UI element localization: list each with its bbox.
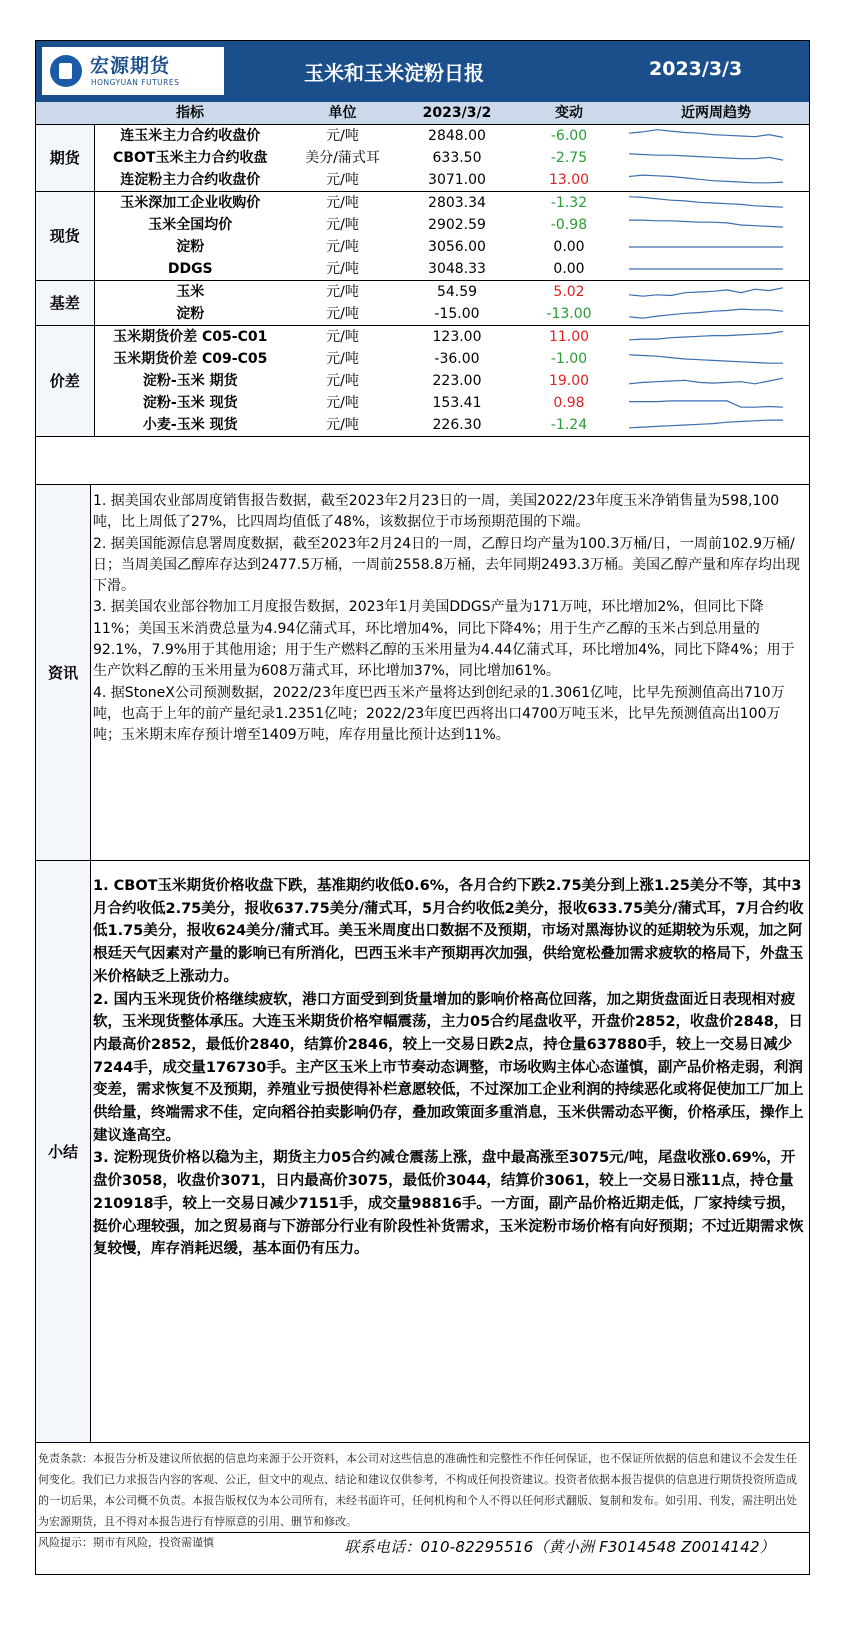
change-cell: 11.00: [548, 329, 590, 345]
unit-cell: 元/吨: [286, 303, 399, 326]
trend-sparkline: [623, 193, 793, 213]
table-row: [36, 303, 809, 326]
trend-cell: [623, 236, 809, 258]
trend-cell: [623, 281, 809, 304]
indicator-cell: 小麦-玉米 现货: [94, 414, 286, 437]
table-row: [36, 214, 809, 236]
trend-cell: [623, 370, 809, 392]
value-cell: 2848.00: [428, 128, 486, 144]
indicator-cell: 连玉米主力合约收盘价: [120, 128, 261, 144]
logo-text-en: HONGYUAN FUTURES: [91, 78, 180, 87]
table-row: [36, 414, 809, 437]
change-cell: 5.02: [553, 284, 585, 300]
col-unit: 单位: [286, 102, 399, 125]
logo-icon: [50, 55, 82, 87]
trend-cell: [623, 392, 809, 414]
table-row: [36, 370, 809, 392]
col-indicator: 指标: [94, 102, 286, 125]
unit-cell: 美分/蒲式耳: [305, 150, 380, 166]
trend-sparkline: [623, 126, 793, 146]
trend-sparkline: [623, 393, 793, 413]
category-cell: 基差: [36, 281, 94, 326]
value-cell: 2902.59: [428, 217, 486, 233]
risk-warning: 风险提示：期市有风险，投资需谨慎: [38, 1536, 214, 1549]
unit-cell: 元/吨: [326, 128, 359, 144]
trend-sparkline: [623, 215, 793, 235]
change-cell: 0.00: [553, 239, 585, 255]
trend-sparkline: [623, 304, 793, 324]
trend-cell: [623, 326, 809, 349]
col-date: 2023/3/2: [399, 102, 515, 125]
unit-cell: 元/吨: [326, 195, 359, 211]
trend-sparkline: [623, 282, 793, 302]
unit-cell: 元/吨: [326, 329, 359, 345]
change-cell: 0.00: [515, 258, 623, 281]
col-change: 变动: [515, 102, 623, 125]
col-trend: 近两周趋势: [623, 102, 809, 125]
unit-cell: 元/吨: [326, 239, 359, 255]
value-cell: -15.00: [399, 303, 515, 326]
value-cell: 226.30: [399, 414, 515, 437]
trend-line: [629, 420, 783, 428]
table-row: [36, 192, 809, 215]
table-row: [36, 281, 809, 304]
trend-line: [629, 309, 783, 318]
indicator-cell: CBOT玉米主力合约收盘: [113, 150, 268, 166]
news-item: 2. 据美国能源信息署周度数据，截至2023年2月24日的一周，乙醇日均产量为100.3万桶/日，一周前102.9万桶/日；当周美国乙醇库存达到2477.5万桶，一周前2558.8万桶，去年同期2493.3万桶。美国乙醇产量和库存均出现下滑。: [93, 535, 800, 595]
trend-line: [629, 378, 783, 384]
indicator-cell: 淀粉: [176, 239, 205, 255]
change-cell: 0.98: [553, 395, 585, 411]
news-section: [36, 484, 809, 861]
change-cell: -13.00: [515, 303, 623, 326]
unit-cell: 元/吨: [326, 351, 359, 367]
trend-line: [629, 197, 783, 208]
change-cell: -2.75: [550, 150, 588, 166]
table-row: [36, 147, 809, 169]
summary-item: 2. 国内玉米现货价格继续疲软，港口方面受到到货量增加的影响价格高位回落，加之期货盘面近日表现相对疲软，玉米现货整体承压。大连玉米期货价格窄幅震荡，主力05合约尾盘收平，开盘价2852，收盘价2848，日内最高价2852，最低价2840，结算价2846，较上一交易日跌2点，持仓量637880手，较上一交易日减少7244手，成交量176730手。主产区玉米上市节奏动态调整，市场收购主体心态谨慎，副产品价格走弱，利润变差，需求恢复不及预期，养殖业亏损使得补栏意愿较低，不过深加工企业利润的持续恶化或将促使加工厂加上供给量，终端需求不佳，定向稻谷拍卖影响仍存，叠加政策面多重消息，玉米供需动态平衡，价格承压，操作上建议逢高空。: [93, 991, 804, 1144]
indicator-cell: 玉米深加工企业收购价: [120, 195, 261, 211]
unit-cell: 元/吨: [326, 284, 359, 300]
value-cell: 2803.34: [428, 195, 486, 211]
value-cell: 123.00: [432, 329, 482, 345]
report-title: 玉米和玉米淀粉日报: [304, 61, 484, 85]
trend-line: [629, 175, 783, 183]
disclaimer-divider: [36, 1442, 809, 1443]
trend-line: [629, 130, 783, 138]
value-cell: 633.50: [432, 150, 482, 166]
trend-line: [629, 401, 783, 407]
indicator-cell: 玉米期货价差 C05-C01: [113, 329, 268, 345]
trend-cell: [623, 147, 809, 169]
trend-cell: [623, 348, 809, 370]
trend-line: [629, 355, 783, 363]
value-cell: 223.00: [432, 373, 482, 389]
trend-sparkline: [623, 259, 793, 279]
indicator-cell: 连淀粉主力合约收盘价: [94, 169, 286, 192]
change-cell: -0.98: [550, 217, 588, 233]
summary-body: [93, 875, 805, 1261]
value-cell: 3056.00: [428, 239, 486, 255]
news-body: [93, 491, 805, 747]
trend-sparkline: [623, 349, 793, 369]
table-row: [36, 236, 809, 258]
trend-line: [629, 331, 783, 339]
value-cell: -36.00: [434, 351, 480, 367]
change-cell: -6.00: [550, 128, 588, 144]
news-item: 4. 据StoneX公司预测数据，2022/23年度巴西玉米产量将达到创纪录的1.3061亿吨，比早先预测值高出710万吨，也高于上年的前产量纪录1.2351亿吨；2022/23年度巴西将出口4700万吨玉米，比早先预测值高出100万吨；玉米期末库存预计增至1409万吨，库存用量比预计达到11%。: [93, 684, 785, 744]
market-data-table: [36, 102, 809, 437]
trend-line: [629, 154, 783, 160]
unit-cell: 元/吨: [326, 395, 359, 411]
change-cell: -1.32: [550, 195, 588, 211]
disclaimer-text: 免责条款：本报告分析及建议所依据的信息均来源于公开资料，本公司对这些信息的准确性和完整性不作任何保证，也不保证所依据的信息和建议不会发生任何变化。我们已力求报告内容的客观、公正，但文中的观点、结论和建议仅供参考，不构成任何投资建议。投资者依据本报告提供的信息进行期货投资所造成的一切后果，本公司概不负责。本报告版权仅为本公司所有，未经书面许可，任何机构和个人不得以任何形式翻版、复制和发布。如引用、刊发，需注明出处为宏源期货，且不得对本报告进行有悖原意的引用、删节和修改。: [38, 1452, 797, 1528]
trend-cell: [623, 258, 809, 281]
value-cell: 153.41: [432, 395, 482, 411]
table-header-row: [36, 102, 809, 125]
summary-section: [36, 860, 809, 1443]
report-header: [36, 41, 809, 102]
indicator-cell: 玉米期货价差 C09-C05: [113, 351, 268, 367]
trend-cell: [623, 169, 809, 192]
table-body: [36, 125, 809, 437]
summary-item: 3. 淀粉现货价格以稳为主，期货主力05合约减仓震荡上涨，盘中最高涨至3075元/吨，尾盘收涨0.69%，开盘价3058，收盘价3071，日内最高价3075，最低价3044，结算价3061，较上一交易日涨11点，持仓量210918手，较上一交易日减少7151手，成交量98816手。一方面，副产品价格近期走低，厂家持续亏损，挺价心理较强，加之贸易商与下游部分行业有阶段性补货需求，玉米淀粉市场价格有向好预期；不过近期需求恢复较慢，库存消耗迟缓，基本面仍有压力。: [93, 1150, 804, 1258]
unit-cell: 元/吨: [286, 258, 399, 281]
trend-cell: [623, 192, 809, 215]
table-row: [36, 326, 809, 349]
header-blank: [36, 102, 94, 125]
summary-item: 1. CBOT玉米期货价格收盘下跌，基准期约收低0.6%，各月合约下跌2.75美分到上涨1.25美分不等，其中3月合约收低2.75美分，报收637.75美分/蒲式耳，5月合约收低2美分，报收633.75美分/蒲式耳，7月合约收低1.75美分，报收624美分/蒲式耳。美玉米周度出口数据不及预期，市场对黑海协议的延期较为乐观，加之阿根廷天气因素对产量的影响已有所消化，巴西玉米丰产预期再次加强，供给宽松叠加需求疲软的格局下，外盘玉米价格缺乏上涨动力。: [93, 878, 804, 985]
indicator-cell: 淀粉: [94, 303, 286, 326]
table-row: [36, 169, 809, 192]
change-cell: 13.00: [515, 169, 623, 192]
table-row: [36, 258, 809, 281]
trend-cell: [623, 214, 809, 236]
unit-cell: 元/吨: [326, 373, 359, 389]
trend-line: [629, 288, 783, 296]
unit-cell: 元/吨: [286, 414, 399, 437]
indicator-cell: 淀粉-玉米 现货: [142, 395, 238, 411]
trend-sparkline: [623, 170, 793, 190]
category-cell: 期货: [36, 125, 94, 192]
trend-sparkline: [623, 371, 793, 391]
logo-text-cn: 宏源期货: [90, 55, 171, 77]
value-cell: 3071.00: [399, 169, 515, 192]
company-logo: [42, 47, 224, 95]
trend-sparkline: [623, 148, 793, 168]
indicator-cell: 淀粉-玉米 期货: [142, 373, 238, 389]
news-item: 3. 据美国农业部谷物加工月度报告数据，2023年1月美国DDGS产量为171万吨，环比增加2%，但同比下降11%；美国玉米消费总量为4.94亿蒲式耳，环比增加4%，同比下降4%；用于生产乙醇的玉米占到总用量的92.1%，7.9%用于其他用途；用于生产燃料乙醇的玉米用量为4.44亿蒲式耳，环比增加4%，同比下降4%；用于生产饮料乙醇的玉米用量为608万蒲式耳，环比增加37%，同比增加61%。: [93, 599, 795, 680]
report-date: 2023/3/3: [649, 58, 743, 80]
indicator-cell: 玉米全国均价: [148, 217, 233, 233]
contact-info: 联系电话：010-82295516（黄小洲 F3014548 Z0014142）: [344, 1538, 775, 1556]
category-cell: 价差: [36, 326, 94, 437]
unit-cell: 元/吨: [326, 217, 359, 233]
trend-sparkline: [623, 415, 793, 435]
trend-sparkline: [623, 327, 793, 347]
summary-label: 小结: [36, 861, 91, 1443]
value-cell: 3048.33: [399, 258, 515, 281]
change-cell: -1.00: [550, 351, 588, 367]
value-cell: 54.59: [436, 284, 478, 300]
footer: [36, 1532, 809, 1559]
news-label: 资讯: [36, 485, 91, 861]
trend-sparkline: [623, 237, 793, 257]
indicator-cell: 玉米: [176, 284, 205, 300]
category-cell: 现货: [36, 192, 94, 281]
indicator-cell: DDGS: [94, 258, 286, 281]
change-cell: -1.24: [515, 414, 623, 437]
change-cell: 19.00: [548, 373, 590, 389]
trend-line: [629, 220, 783, 227]
table-row: [36, 348, 809, 370]
trend-cell: [623, 414, 809, 437]
table-row: [36, 392, 809, 414]
trend-cell: [623, 303, 809, 326]
news-item: 1. 据美国农业部周度销售报告数据，截至2023年2月23日的一周，美国2022/23年度玉米净销售量为598,100吨，比上周低了27%，比四周均值低了48%，该数据位于市场预期范围的下端。: [93, 493, 780, 531]
table-row: [36, 125, 809, 148]
unit-cell: 元/吨: [286, 169, 399, 192]
trend-cell: [623, 125, 809, 148]
